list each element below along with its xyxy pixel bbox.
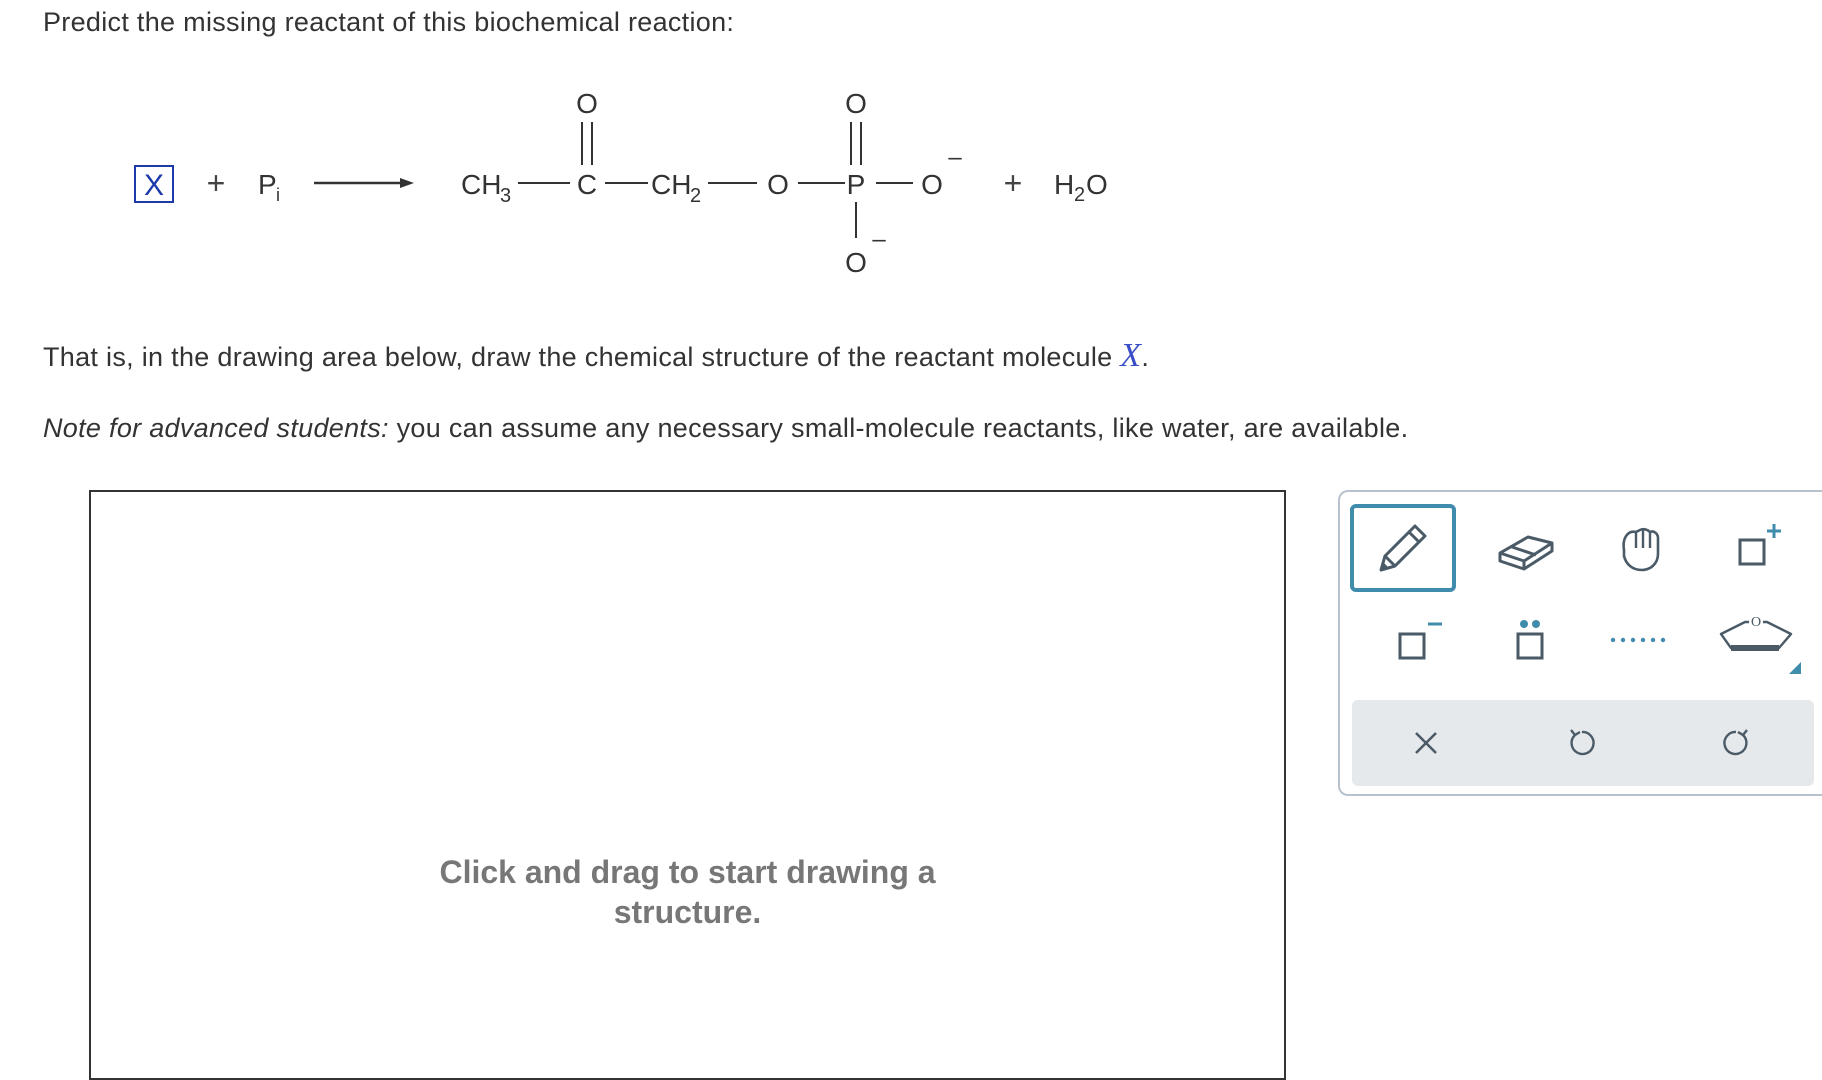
pencil-tool[interactable]	[1350, 504, 1456, 592]
bottom-oxygen-label: O	[845, 247, 867, 278]
instruction-prefix: That is, in the drawing area below, draw the chemical structure of the reactant molecule	[43, 342, 1113, 372]
instruction-suffix: .	[1141, 342, 1150, 372]
ch3-label: CH	[461, 169, 502, 200]
note-text: you can assume any necessary small-molecule reactants, like water, are available.	[388, 413, 1409, 443]
reaction-arrow-head	[400, 178, 414, 188]
undo-icon	[1565, 726, 1599, 760]
phosphoryl-oxygen-label: O	[845, 88, 867, 119]
water-subscript: 2	[1074, 184, 1086, 206]
lone-pair-tool[interactable]	[1480, 600, 1580, 680]
water-o-label: O	[1086, 169, 1108, 200]
clear-button[interactable]	[1376, 700, 1476, 786]
right-oxygen-charge: –	[948, 144, 962, 171]
action-bar	[1352, 700, 1814, 786]
drawing-toolbox	[1338, 490, 1822, 796]
reaction-svg	[0, 70, 1200, 300]
hydrogen-bond-tool[interactable]	[1590, 600, 1690, 680]
ch2-label: CH	[651, 169, 692, 200]
eraser-tool[interactable]	[1476, 508, 1576, 588]
eraser-icon	[1494, 523, 1558, 573]
positive-charge-tool[interactable]	[1708, 508, 1808, 588]
question-prompt: Predict the missing reactant of this biochemical reaction:	[43, 7, 735, 37]
charge-minus-icon	[1388, 610, 1448, 670]
water-h-label: H	[1054, 169, 1075, 200]
carbonyl-carbon-label: C	[576, 169, 598, 200]
bridge-oxygen-label: O	[767, 169, 789, 200]
ch3-subscript: 3	[500, 185, 512, 207]
dotted-bond-icon	[1605, 610, 1675, 670]
charge-plus-icon	[1728, 518, 1788, 578]
phosphate-inorganic-subscript: i	[276, 185, 280, 205]
hand-icon	[1610, 520, 1670, 576]
negative-charge-tool[interactable]	[1368, 600, 1468, 680]
instruction-text	[43, 338, 1149, 375]
unknown-reactant-label: X	[143, 169, 165, 202]
instruction-variable: X	[1120, 337, 1142, 374]
ch2-subscript: 2	[690, 185, 702, 207]
advanced-note	[43, 410, 1408, 446]
plus-sign-2: +	[1003, 165, 1023, 201]
redo-button[interactable]	[1686, 700, 1786, 786]
ring-template-tool[interactable]	[1700, 596, 1810, 676]
right-oxygen-label: O	[921, 169, 943, 200]
close-icon	[1410, 727, 1442, 759]
move-tool[interactable]	[1590, 508, 1690, 588]
furanose-ring-icon	[1705, 596, 1805, 676]
ring-oxygen-label: O	[1750, 615, 1762, 630]
canvas-hint: Click and drag to start drawing a structure.	[439, 854, 936, 930]
carbonyl-oxygen-label: O	[576, 88, 598, 119]
reaction-equation	[0, 70, 1200, 300]
phosphorus-label: P	[846, 169, 866, 200]
undo-button[interactable]	[1532, 700, 1632, 786]
phosphate-inorganic-label: P	[258, 169, 277, 200]
drawing-canvas[interactable]	[89, 490, 1286, 1080]
lone-pair-icon	[1500, 610, 1560, 670]
plus-sign: +	[206, 165, 226, 201]
pencil-icon	[1371, 516, 1435, 580]
redo-icon	[1719, 726, 1753, 760]
bottom-oxygen-charge: –	[872, 226, 886, 253]
note-label: Note for advanced students:	[43, 413, 389, 443]
